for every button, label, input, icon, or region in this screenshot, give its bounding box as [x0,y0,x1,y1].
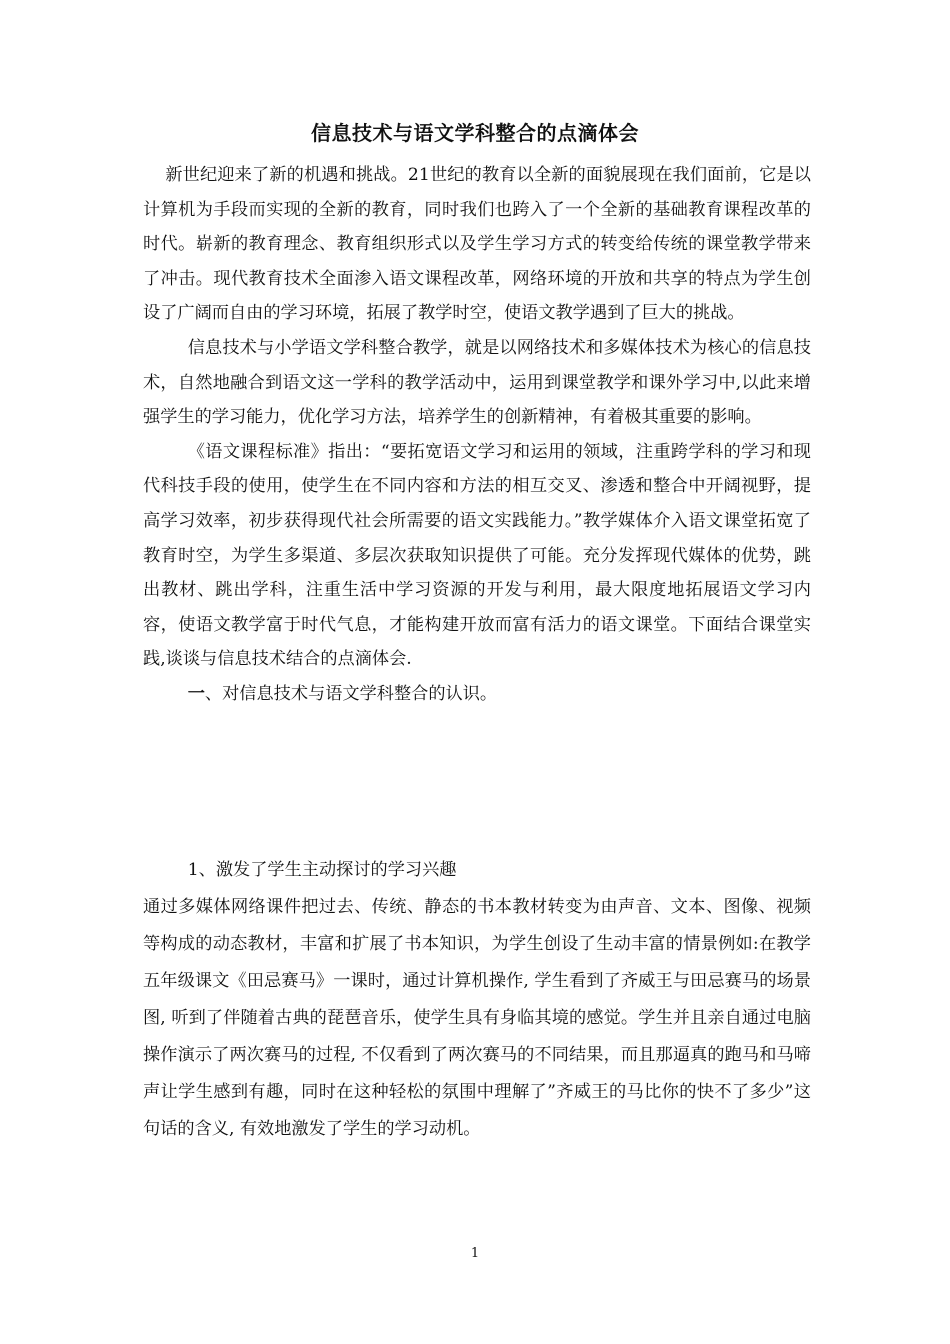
subsection-heading: 1、激发了学生主动探讨的学习兴趣 [187,860,457,880]
page-number: 1 [470,1246,480,1261]
section-heading-number: 一 [187,683,205,704]
document-body [143,158,811,712]
body-paragraph: 信息技术与小学语文学科整合教学，就是以网络技术和多媒体技术为核心的信息技术，自然地融合到语文这一学科的教学活动中，运用到课堂教学和课外学习中,以此来增强学生的学习能力，优化学习方法，培养学生的创新精神，有着极其重要的影响。 [143,337,811,428]
section-body [143,852,811,1148]
section-heading-text: 、对信息技术与语文学科整合的认识。 [204,683,498,704]
section-heading [143,677,811,712]
body-paragraph: 《语文课程标准》指出：“要拓宽语文学习和运用的领域，注重跨学科的学习和现代科技手段的使用，使学生在不同内容和方法的相互交叉、渗透和整合中开阔视野，提高学习效率，初步获得现代社会所需要的语文实践能力。”教学媒体介入语文课堂拓宽了教育时空，为学生多渠道、多层次获取知识提供了可能。充分发挥现代媒体的优势，跳出教材、跳出学科，注重生活中学习资源的开发与利用，最大限度地拓展语文学习内容，使语文教学富于时代气息，才能构建开放而富有活力的语文课堂。下面结合课堂实践,谈谈与信息技术结合的点滴体会. [143,441,811,670]
section-paragraph: 通过多媒体网络课件把过去、传统、静态的书本教材转变为由声音、文本、图像、视频等构成的动态教材，丰富和扩展了书本知识，为学生创设了生动丰富的情景例如:在教学五年级课文《田忌赛马》一课时，通过计算机操作, 学生看到了齐威王与田忌赛马的场景图, 听到了伴随着古典的琵琶音乐，使学生具有身临其境的感觉。学生并且亲自通过电脑操作演示了两次赛马的过程, 不仅看到了两次赛马的不同结果，而且那逼真的跑马和马啼声让学生感到有趣，同时在这种轻松的氛围中理解了”齐威王的马比你的快不了多少”这句话的含义, 有效地激发了学生的学习动机。 [143,897,811,1139]
document-title: 信息技术与语文学科整合的点滴体会 [311,121,639,145]
body-paragraph: 新世纪迎来了新的机遇和挑战。21世纪的教育以全新的面貌展现在我们面前，它是以计算机为手段而实现的全新的教育，同时我们也跨入了一个全新的基础教育课程改革的时代。崭新的教育理念、教育组织形式以及学生学习方式的转变给传统的课堂教学带来了冲击。现代教育技术全面渗入语文课程改革，网络环境的开放和共享的特点为学生创设了广阔而自由的学习环境，拓展了教学时空，使语文教学遇到了巨大的挑战。 [143,165,811,324]
